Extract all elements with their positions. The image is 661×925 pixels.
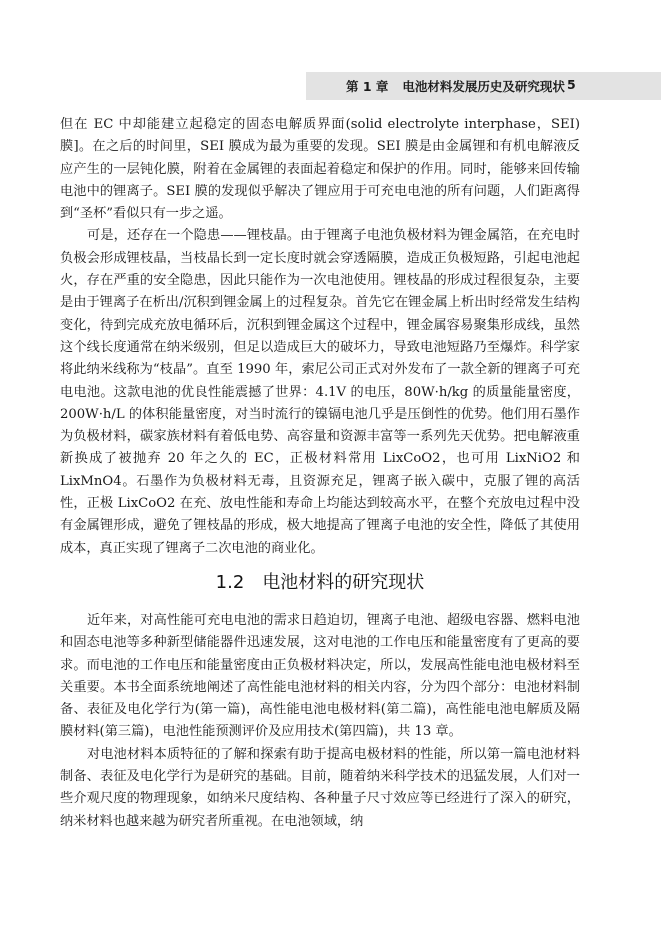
section-title: 电池材料的研究现状 xyxy=(262,571,425,593)
page-number: 5 xyxy=(567,77,576,92)
running-header xyxy=(346,77,586,95)
section-heading xyxy=(60,568,580,598)
paragraph: 对电池材料本质特征的了解和探索有助于提高电极材料的性能，所以第一篇电池材料制备、表征及电化学行为是研究的基础。目前，随着纳米科学技术的迅猛发展，人们对一些介观尺度的物理现象，如纳米尺度结构、各种量子尺寸效应等已经进行了深入的研究，纳米材料也越来越为研究者所重视。在电池领域，纳 xyxy=(60,746,580,829)
chapter-title: 电池材料发展历史及研究现状 xyxy=(402,79,565,94)
section-number: 1.2 xyxy=(215,571,245,593)
paragraph: 但在 EC 中却能建立起稳定的固态电解质界面(solid electrolyte interphase，SEI)膜]。在之后的时间里，SEI 膜成为最为重要的发现。SEI 膜是由金属锂和有机电解液反应产生的一层钝化膜，附着在金属锂的表面起着稳定和保护的作用。同时，能够来回传输电池中的锂离子。SEI 膜的发现似乎解决了锂应用于可充电电池的所有问题，人们距离得到“圣杯”看似只有一步之遥。 xyxy=(60,117,580,222)
paragraph: 近年来，对高性能可充电电池的需求日趋迫切，锂离子电池、超级电容器、燃料电池和固态电池等多种新型储能器件迅速发展，这对电池的工作电压和能量密度有了更高的要求。而电池的工作电压和能量密度由正负极材料决定，所以，发展高性能电池电极材料至关重要。本书全面系统地阐述了高性能电池材料的相关内容，分为四个部分：电池材料制备、表征及电化学行为(第一篇)，高性能电池电极材料(第二篇)，高性能电池电解质及隔膜材料(第三篇)，电池性能预测评价及应用技术(第四篇)，共 13 章。 xyxy=(60,612,580,740)
chapter-label: 第 1 章 xyxy=(346,79,389,94)
paragraph: 可是，还存在一个隐患——锂枝晶。由于锂离子电池负极材料为锂金属箔，在充电时负极会形成锂枝晶，当枝晶长到一定长度时就会穿透隔膜，造成正负极短路，引起电池起火，存在严重的安全隐患，因此只能作为一次电池使用。锂枝晶的形成过程很复杂，主要是由于锂离子在析出/沉积到锂金属上的过程复杂。首先它在锂金属上析出时经常发生结构变化，待到完成充放电循环后，沉积到锂金属这个过程中，锂金属容易聚集形成线，虽然这个线长度通常在纳米级别，但足以造成巨大的破坏力，导致电池短路乃至爆炸。科学家将此纳米线称为“枝晶”。直至 1990 年，索尼公司正式对外发布了一款全新的锂离子可充电电池。这款电池的优良性能震撼了世界：4.1V 的电压，80W·h/kg 的质量能量密度，200W·h/L 的体积能量密度，对当时流行的镍镉电池几乎是压倒性的优势。他们用石墨作为负极材料，碳家族材料有着低电势、高容量和资源丰富等一系列先天优势。把电解液重新换成了被抛弃 20 年之久的 EC，正极材料常用 LixCoO2，也可用 LixNiO2 和 LixMnO4。石墨作为负极材料无毒，且资源充足，锂离子嵌入碳中，克服了锂的高活性，正极 LixCoO2 在充、放电性能和寿命上均能达到较高水平，在整个充放电过程中没有金属锂形成，避免了锂枝晶的形成，极大地提高了锂离子电池的安全性，降低了其使用成本，真正实现了锂离子二次电池的商业化。 xyxy=(60,228,580,556)
page-body xyxy=(60,114,580,833)
